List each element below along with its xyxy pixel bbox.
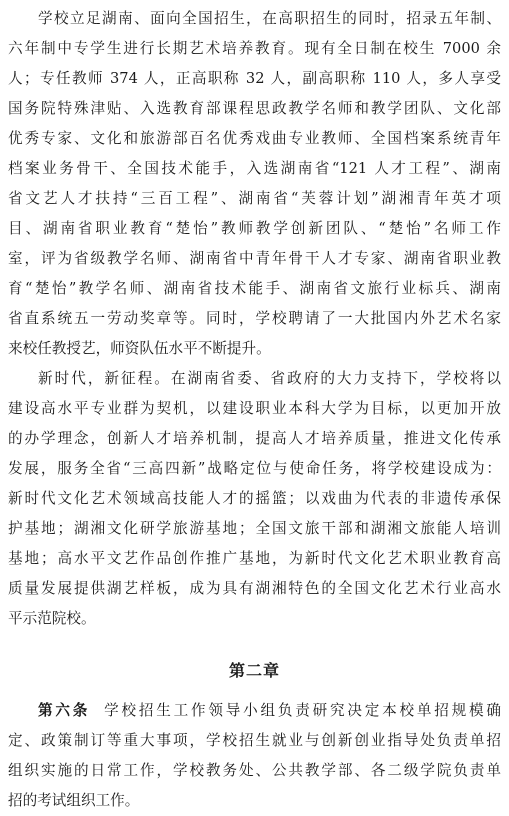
article-line: 招的考试组织工作。 <box>8 792 140 809</box>
article-line: 组织实施的日常工作，学校教务处、公共教学部、各二级学院负责单 <box>8 762 501 779</box>
paragraph-line: 质量发展提供湖艺样板，成为具有湖湘特色的全国文化艺术行业高水 <box>8 580 501 597</box>
article-text: 学校招生工作领导小组负责研究决定本校单招规模确 <box>104 702 501 719</box>
paragraph-1 <box>8 4 501 364</box>
paragraph-line: 档案业务骨干、全国技术能手，入选湖南省“121 人才工程”、湖南 <box>8 160 501 177</box>
article-number: 第六条 <box>38 702 91 719</box>
paragraph-line: 新时代文化艺术领域高技能人才的摇篮；以戏曲为代表的非遗传承保 <box>8 490 501 507</box>
paragraph-line: 目、湖南省职业教育“楚怡”教师教学创新团队、“楚怡”名师工作 <box>8 220 501 237</box>
paragraph-line: 学校立足湖南、面向全国招生，在高职招生的同时，招录五年制、 <box>38 10 501 27</box>
paragraph-2 <box>8 364 501 634</box>
article-line: 定、政策制订等重大事项，学校招生就业与创新创业指导处负责单招 <box>8 732 501 749</box>
paragraph-line: 的办学理念，创新人才培养机制，提高人才培养质量，推进文化传承 <box>8 430 501 447</box>
paragraph-line: 发展，服务全省“三高四新”战略定位与使命任务，将学校建设成为： <box>8 460 501 477</box>
paragraph-line: 六年制中专学生进行长期艺术培养教育。现有全日制在校生 7000 余 <box>8 40 501 57</box>
chapter-heading: 第二章 <box>228 661 280 680</box>
paragraph-line: 护基地；湖湘文化研学旅游基地；全国文旅干部和湖湘文旅能人培训 <box>8 520 501 537</box>
paragraph-line: 育“楚怡”教学名师、湖南省技术能手、湖南省文旅行业标兵、湖南 <box>8 280 501 297</box>
paragraph-line: 建设高水平专业群为契机，以建设职业本科大学为目标，以更加开放 <box>8 400 501 417</box>
paragraph-line: 省直系统五一劳动奖章等。同时，学校聘请了一大批国内外艺术名家 <box>8 310 501 327</box>
paragraph-line: 平示范院校。 <box>8 610 96 627</box>
paragraph-line: 新时代，新征程。在湖南省委、省政府的大力支持下，学校将以 <box>38 370 501 387</box>
paragraph-line: 国务院特殊津贴、入选教育部课程思政教学名师和教学团队、文化部 <box>8 100 501 117</box>
paragraph-line: 室，评为省级教学名师、湖南省中青年骨干人才专家、湖南省职业教 <box>8 250 501 267</box>
paragraph-line: 省文艺人才扶持“三百工程”、湖南省“芙蓉计划”湖湘青年英才项 <box>8 190 501 207</box>
paragraph-line: 来校任教授艺，师资队伍水平不断提升。 <box>8 340 271 357</box>
paragraph-line: 优秀专家、文化和旅游部百名优秀戏曲专业教师、全国档案系统青年 <box>8 130 501 147</box>
article-6 <box>8 696 501 816</box>
paragraph-line: 基地；高水平文艺作品创作推广基地，为新时代文化艺术职业教育高 <box>8 550 501 567</box>
article-first-line <box>8 696 501 726</box>
paragraph-line: 人；专任教师 374 人，正高职称 32 人，副高职称 110 人，多人享受 <box>8 70 501 87</box>
